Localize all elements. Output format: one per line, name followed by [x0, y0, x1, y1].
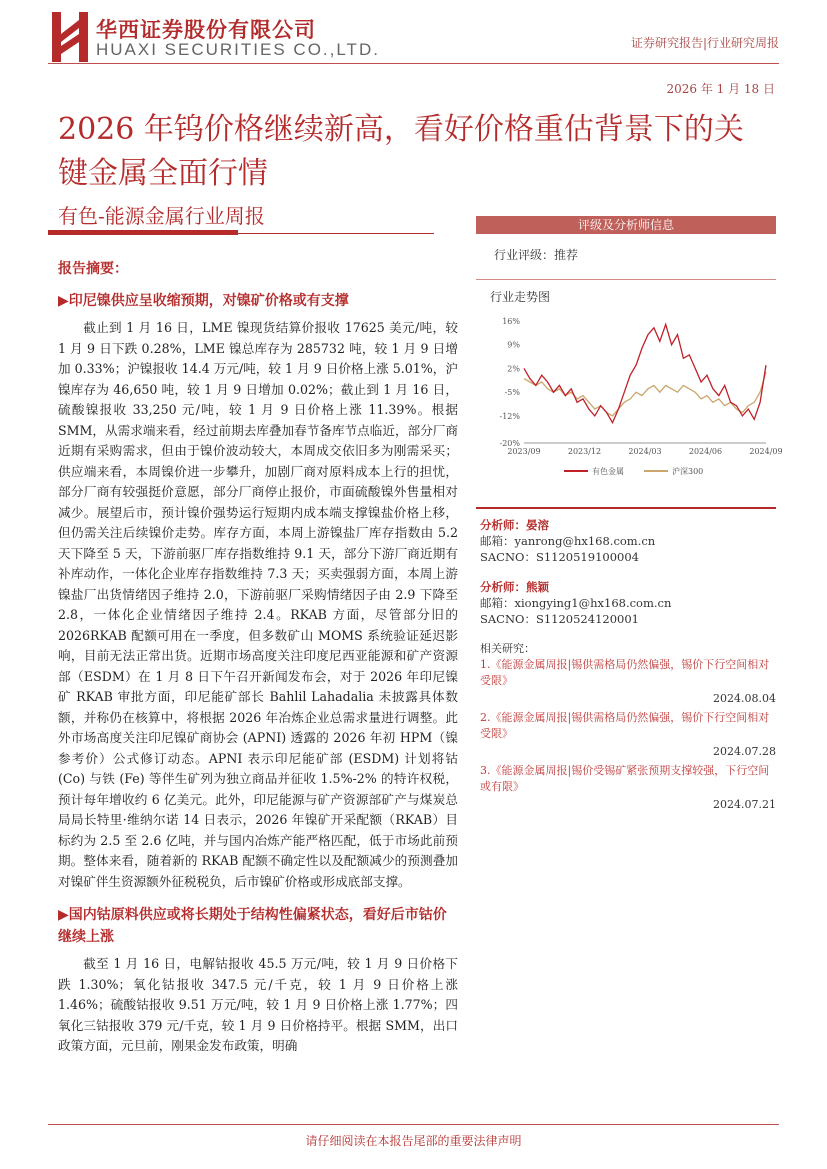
analyst-sac: SACNO：S1120519100004 [480, 550, 639, 564]
section-heading [58, 290, 458, 312]
huaxi-logo [52, 12, 88, 62]
company-name-en: HUAXI SECURITIES CO.,LTD. [96, 40, 380, 59]
sidebar-header: 评级及分析师信息 [476, 216, 776, 234]
report-title: 2026 年钨价格继续新高，看好价格重估背景下的关键金属全面行情 [58, 112, 744, 191]
sidebar [476, 216, 783, 816]
section-body: 截至 1 月 16 日，电解钴报收 45.5 万元/吨，较 1 月 9 日价格下跌 1.30%；氧化钴报收 347.5 元/千克，较 1 月 9 日价格上涨 1.46%；硫酸钴报收 9.51 万元/吨，较 1 月 9 日价格上涨 1.77%；四氧化三钴报收 379 元/千克，较 1 月 9 日价格持平。根据 SMM，出口政策方面，元旦前，刚果金发布政策，明确 [58, 956, 458, 1053]
analyst-block [480, 517, 776, 627]
analyst-sac: SACNO：S1120524120001 [480, 612, 639, 626]
series-line-csi300 [524, 372, 766, 416]
summary-label: 报告摘要： [58, 261, 128, 277]
related-item-date: 2024.08.04 [713, 692, 776, 705]
analyst-email[interactable]: 邮箱：xiongying1@hx168.com.cn [480, 596, 672, 610]
sidebar-divider-thick [476, 507, 776, 509]
y-tick-label: -5% [504, 388, 520, 398]
related-item-date: 2024.07.28 [713, 745, 776, 758]
section-heading-text: 国内钴原料供应或将长期处于结构性偏紧状态，看好后市钴价继续上涨 [58, 907, 447, 945]
y-tick-label: 16% [502, 317, 520, 326]
triangle-bullet-icon: ▶ [58, 907, 69, 923]
subtitle-underline [48, 230, 238, 235]
triangle-bullet-icon: ▶ [58, 293, 69, 309]
analyst-email[interactable]: 邮箱：yanrong@hx168.com.cn [480, 534, 656, 548]
header-divider [48, 63, 779, 64]
section-heading [58, 904, 458, 948]
chart-title: 行业走势图 [490, 290, 551, 304]
legend-label: 有色金属 [592, 467, 624, 476]
industry-rating: 行业评级：推荐 [494, 248, 579, 262]
trend-chart [476, 311, 783, 501]
y-tick-label: -12% [499, 411, 520, 421]
trend-chart-svg [476, 311, 783, 501]
related-item[interactable]: 3.《能源金属周报|锡价受锡矿紧张预期支撑较强，下行空间或有限》 [480, 764, 770, 793]
related-research-label: 相关研究： [480, 642, 535, 655]
company-name-cn: 华西证券股份有限公司 [96, 18, 316, 42]
x-tick-label: 2024/06 [688, 447, 723, 456]
related-item[interactable]: 2.《能源金属周报|锡供需格局仍然偏强，锡价下行空间相对受限》 [480, 711, 770, 740]
x-tick-label: 2024/09 [749, 447, 783, 456]
y-tick-label: 9% [507, 340, 520, 350]
main-column [58, 258, 458, 1069]
related-item[interactable]: 1.《能源金属周报|锡供需格局仍然偏强，锡价下行空间相对受限》 [480, 658, 770, 687]
section-body: 截止到 1 月 16 日，LME 镍现货结算价报收 17625 美元/吨，较 1 月 9 日下跌 0.28%，LME 镍总库存为 285732 吨，较 1 月 9 日增加 0.33%；沪镍报收 14.4 万元/吨，较 1 月 9 日价格上涨 5.01%，沪镍库存为 46,650 吨，较 1 月 9 日增加 0.02%；截止到 1 月 16 日，硫酸镍报收 33,250 元/吨，较 1 月 9 日价格上涨 11.39%。根据 SMM，从需求端来看，经过前期去库叠加春节备库节点临近，部分厂商近期有采购需求，但由于镍价波动较大，本周成交依旧多为刚需采买；供应端来看，本周镍价进一步攀升，加剧厂商对原料成本上行的担忧，部分厂商有较强挺价意愿，部分厂商停止报价，市面硫酸镍外售量相对减少。展望后市，预计镍价强势运行短期内成本端支撑镍盐价格上移，但仍需关注后续镍价走势。库存方面，本周上游镍盐厂库存指数由 5.2 天下降至 5 天，下游前驱厂库存指数维持 9.1 天，部分下游厂商近期有补库动作，一体化企业库存指数维持 7.3 天；买卖强弱方面，本周上游镍盐厂出货情绪因子维持 2.0，下游前驱厂采购情绪因子由 2.9 下降至 2.8，一体化企业情绪因子维持 2.4。RKAB 方面，尽管部分旧的 2026RKAB 配额可用在一季度，但多数矿山 MOMS 系统验证延迟影响，目前无法正常出货。近期市场高度关注印度尼西亚能源和矿产资源部（ESDM）在 1 月 8 日下午召开新闻发布会，对于 2026 年印尼镍矿 RKAB 审批方面，印尼能矿部长 Bahlil Lahadalia 未披露具体数额，并称仍在核算中，将根据 2026 年冶炼企业总需求量进行调整。此外市场高度关注印尼镍矿商协会 (APNI) 透露的 2026 年初 HPM（镍参考价）公式修订动态。APNI 表示印尼能矿部 (ESDM) 计划将钴 (Co) 与铁 (Fe) 等伴生矿列为独立商品并征收 1.5%-2% 的特许权税，预计每年增收约 6 亿美元。此外，印尼能源与矿产资源部矿产与煤炭总局局长特里·维纳尔诺 14 日表示，2026 年镍矿开采配额（RKAB）目标约为 2.5 至 2.6 亿吨，并与国内冶炼产能严格匹配，低于市场此前预期。整体来看，随着新的 RKAB 配额不确定性以及配额减少的预测叠加对镍矿伴生资源额外征税税负，后市镍矿价格或形成底部支撑。 [58, 320, 458, 889]
x-tick-label: 2023/12 [567, 447, 602, 456]
series-line-nonferrous [524, 324, 766, 422]
x-tick-label: 2023/09 [507, 447, 541, 456]
y-tick-label: 2% [507, 364, 520, 374]
subtitle-underline-thin [238, 233, 434, 234]
x-tick-label: 2024/03 [628, 447, 662, 456]
sidebar-divider [476, 279, 776, 280]
y-tick-label: -20% [499, 439, 520, 448]
section-heading-text: 印尼镍供应呈收缩预期，对镍矿价格或有支撑 [68, 293, 349, 309]
report-subtitle: 有色-能源金属行业周报 [58, 204, 265, 228]
report-date: 2026 年 1 月 18 日 [666, 82, 775, 96]
document-type: 证券研究报告|行业研究周报 [630, 36, 779, 50]
analyst-name: 分析师：熊颖 [480, 580, 549, 594]
legend-label: 沪深300 [672, 467, 704, 476]
related-item-date: 2024.07.21 [713, 798, 776, 811]
footer-divider [48, 1124, 779, 1125]
footer-disclaimer: 请仔细阅读在本报告尾部的重要法律声明 [305, 1134, 522, 1148]
related-research [480, 641, 776, 813]
analyst-name: 分析师：晏溶 [480, 518, 549, 532]
